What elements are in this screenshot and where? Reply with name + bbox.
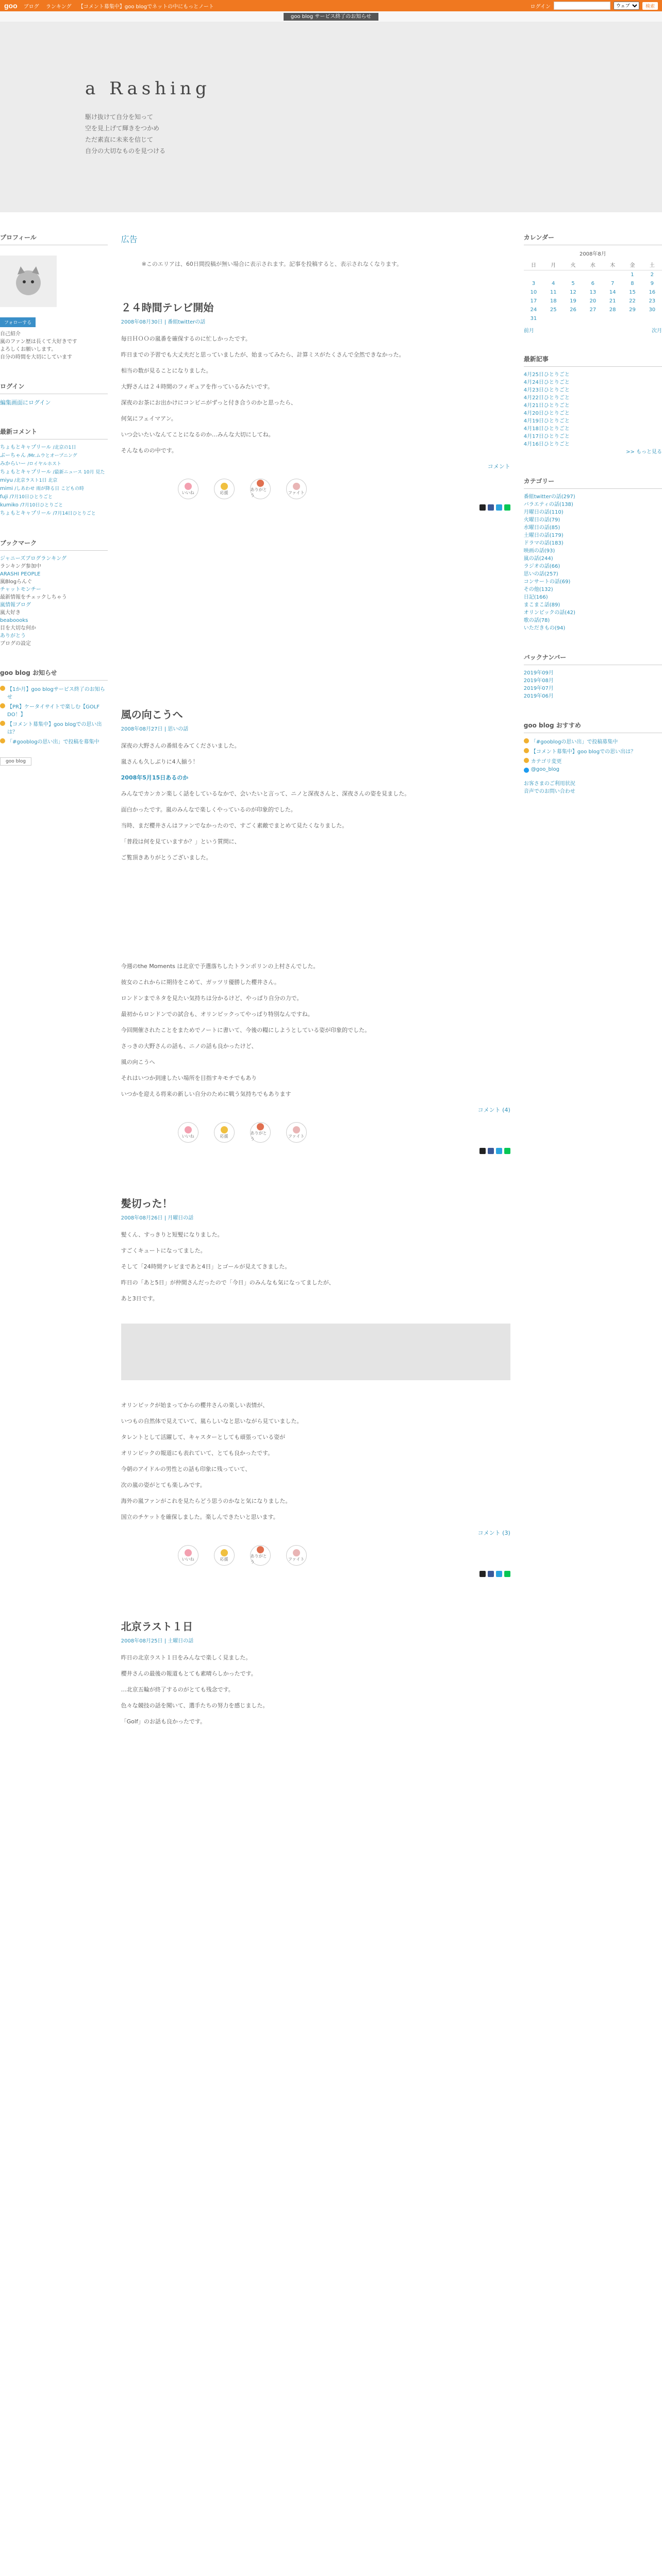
category-link[interactable]: 映画の話(93) [523,548,555,554]
entry-paragraph: タレントとして活躍して、キャスターとしても頑張っている姿が [121,1434,286,1440]
fight-icon [293,1549,300,1556]
nav-blog-link[interactable]: ブログ [23,4,39,10]
entry-body [121,334,510,455]
x-share-icon[interactable] [479,504,486,511]
top-navigation-bar [0,0,662,11]
category-link[interactable]: 月曜日の話(110) [523,510,564,515]
category-link[interactable]: いただきもの(94) [523,625,566,631]
subtitle-line: 駆け抜けて自分を知って [85,113,154,121]
comment-link[interactable]: コメント [487,463,510,470]
backnumber-link[interactable]: 2019年09月 [523,670,554,676]
entry-paragraph: 「普段は何を見ていますか？」という質問に、 [121,838,240,845]
reaction-like-button[interactable]: いいね [178,1545,198,1566]
recent-entry-link[interactable]: 4月22日ひとりごと [523,395,570,401]
bookmark-link[interactable]: ARASHI PEOPLE [0,571,41,577]
comment-item[interactable]: kumiko /7月10日ひとりごと [0,502,63,508]
bookmark-link[interactable]: beaboooks [0,618,28,623]
reaction-buttons [178,1545,510,1566]
category-link[interactable]: 思いの話(257) [523,571,558,577]
category-link[interactable]: 嵐の話(244) [523,556,553,562]
entry-paragraph: 最初からロンドンでの試合も、オリンピックってやっぱり特別なんですね。 [121,1011,313,1018]
right-sidebar [524,233,662,1767]
entry-paragraph: さっきの大野さんの話も、ニノの話も良かったけど、 [121,1043,257,1049]
entry-paragraph: 昨日までの予習でも大丈夫だと思っていましたが、始まってみたら、計算ミスがたくさんで全然できなかった。 [121,351,405,358]
content-divider-band [121,1324,510,1380]
recommend-icon [524,738,529,743]
goo-logo[interactable]: goo [4,2,18,10]
thanks-icon [257,1123,264,1130]
notice-icon [0,738,5,743]
blog-title[interactable]: a Rashing [85,78,211,99]
bookmark-link[interactable]: 嵐情報ブログ [0,602,31,608]
notice-icon [0,721,5,726]
comment-link[interactable]: コメント (4) [477,1107,510,1113]
search-button[interactable]: 検索 [642,2,658,10]
hatena-share-icon[interactable] [496,504,502,511]
recent-entries-heading: 最新記事 [524,354,662,367]
cheer-icon [221,1549,228,1556]
calendar-next-link[interactable]: 次月 [652,328,662,334]
backnumber-link[interactable]: 2019年06月 [523,693,554,699]
subtitle-line: 自分の大切なものを見つける [85,147,166,155]
calendar-table [524,259,662,323]
facebook-share-icon[interactable] [488,1571,494,1577]
reaction-thanks-button[interactable]: ありがとう [250,1545,271,1566]
comment-item[interactable]: miyu /北京ラスト1日 北京 [0,478,58,483]
reaction-fight-button[interactable]: ファイト [286,479,307,499]
recent-entry-link[interactable]: 4月24日ひとりごと [523,380,570,385]
recent-entry-link[interactable]: 4月20日ひとりごと [523,411,570,416]
profile-line: 自己紹介 [0,331,21,337]
fight-icon [293,1126,300,1133]
nav-ranking-link[interactable]: ランキング [45,4,72,10]
entry-paragraph: 「Golf」のお話も良かったです。 [121,1718,206,1725]
calendar-week-row: 1 2 [631,272,654,278]
recent-entry-link[interactable]: 4月18日ひとりごと [523,426,570,432]
calendar-prev-link[interactable]: 前月 [523,328,534,334]
entry-paragraph: すごくキュートになってました。 [121,1247,206,1254]
goo-notice-item[interactable]: 【コメント募集中】goo blogでの思い出は？ [0,720,108,735]
entry-date[interactable]: 2008年08月25日 | 土曜日の話 [121,1638,194,1644]
reaction-cheer-button[interactable]: 応援 [214,479,235,499]
search-input[interactable] [554,2,610,10]
goo-notice-block [0,668,108,766]
entry-paragraph: それはいつか到達したい場所を目指すキモチでもあり [121,1075,257,1081]
recommend-item[interactable]: カテゴリ変更 [524,757,662,765]
top-nav-links [24,2,219,10]
comment-item[interactable]: fuji /7月10日ひとりごと [0,494,53,500]
blog-entry [121,706,510,1154]
login-block [0,382,108,406]
recommend-item[interactable]: @goo_blog [524,767,662,773]
entry-body [121,1230,510,1303]
entry-paragraph: あと3日です。 [121,1295,158,1302]
category-link[interactable]: 水曜日の話(85) [523,525,560,531]
calendar-nav [524,326,662,334]
share-buttons [121,1571,510,1577]
follow-button[interactable]: フォローする [0,317,36,327]
thanks-icon [257,480,264,487]
entry-paragraph: …北京五輪が終了するのがとても残念です。 [121,1686,234,1693]
share-buttons [121,1148,510,1154]
calendar-heading: カレンダー [524,233,662,245]
entry-title[interactable]: 髪切った！ [121,1197,173,1210]
category-link[interactable]: 火曜日の話(79) [523,517,560,523]
entry-paragraph: 何気にフェイマアン。 [121,415,177,422]
calendar-weekday-row: 日 月 火 水 木 金 土 [524,259,662,270]
hatena-share-icon[interactable] [496,1571,502,1577]
recommend-item[interactable]: 「#gooblogの思い出」で投稿募集中 [524,737,662,745]
backnumber-link[interactable]: 2019年08月 [523,678,554,684]
category-link[interactable]: コンサートの話(69) [523,579,571,585]
entry-paragraph: オリンピックの報道にも表れていて、とても良かったです。 [121,1450,274,1456]
category-link[interactable]: 歌の話(78) [523,618,550,623]
calendar-week-row: 10 11 12 13 14 15 16 [530,290,656,295]
ad-notice-text: ※このエリアは、60日間投稿が無い場合に表示されます。記事を投稿すると、表示されなくなります。 [141,261,403,267]
line-share-icon[interactable] [504,504,510,511]
calendar-week-row: 24 25 26 27 28 29 30 [530,307,656,313]
recent-entry-link[interactable]: 4月17日ひとりごと [523,434,570,439]
recent-entry-link[interactable]: 4月19日ひとりごと [523,418,570,424]
category-link[interactable]: 土曜日の話(179) [523,533,564,538]
goo-recommend-heading: goo blog おすすめ [524,721,662,733]
notice-icon [0,703,5,708]
blog-header [0,22,662,212]
recent-entries-list [524,371,662,456]
x-share-icon[interactable] [479,1148,486,1154]
entry-paragraph: 次の嵐の姿がとても楽しみです。 [121,1482,206,1488]
recent-entry-link[interactable]: 4月16日ひとりごと [523,442,570,447]
entry-paragraph: 面白かったです。嵐のみんなで楽しくやっているのが印象的でした。 [121,806,296,813]
reaction-buttons [178,1122,510,1143]
goo-blog-badge[interactable]: goo blog [0,757,31,766]
cat-avatar-icon [10,263,46,299]
bookmark-heading: ブックマーク [0,538,108,551]
subtitle-line: ただ素直に未来を信じて [85,136,154,143]
reaction-cheer-button[interactable]: 応援 [214,1122,235,1143]
comment-link[interactable]: コメント (3) [477,1530,510,1536]
comment-item[interactable]: みからいー /ロイヤルホスト [0,461,61,467]
entry-paragraph: ご覧頂きありがとうございました。 [121,854,212,861]
profile-line: 自分の時間を大切にしています [0,354,72,360]
goo-notice-item[interactable]: 【PR】ケータイサイトで楽しむ【GOLF DO！】 [0,702,108,718]
entry-paragraph: いつかを迎える将来の新しい自分のために戦う気持ちでもあります [121,1091,291,1097]
login-link[interactable]: ログイン [530,4,551,10]
category-link[interactable]: 番組twitterの話(297) [523,494,575,500]
entry-paragraph: 大野さんは２４時間のフィギュアを作っているみたいです。 [121,383,273,390]
recommend-item[interactable]: 【コメント募集中】goo blogでの思い出は？ [524,747,662,755]
entry-body [121,1653,510,1726]
recommend-icon [524,748,529,753]
hatena-share-icon[interactable] [496,1148,502,1154]
category-link[interactable]: ドラマの話(183) [523,540,564,546]
facebook-share-icon[interactable] [488,504,494,511]
category-link[interactable]: その他(132) [523,587,553,592]
recommend-icon [524,758,529,763]
entry-paragraph: 深夜のお茶にお出かけにコンビニがずっと付き合うのかと思ったら、 [121,399,296,406]
entry-paragraph: 今朝のアイドルの男性との話も印象に残っていて、 [121,1466,251,1472]
category-link[interactable]: まこまこ話(89) [523,602,560,608]
entry-paragraph: 髪くん、すっきりと短髪になりました。 [121,1231,223,1238]
entry-title[interactable]: ２４時間テレビ開始 [121,301,214,314]
x-icon [524,768,529,773]
like-icon [185,483,192,490]
entry-paragraph: そんなものの中です。 [121,447,177,454]
entry-paragraph: 櫻井さんの最後の報道もとても素晴らしかったです。 [121,1670,257,1677]
blog-entry [121,1195,510,1577]
entry-highlight: 2008年5月15日あるのか [121,774,189,781]
bookmark-note: 最新情報をチェックしちゃう [0,595,67,600]
reaction-fight-button[interactable]: ファイト [286,1122,307,1143]
service-notice-bar [0,11,662,22]
left-sidebar [0,233,108,1767]
goo-notice-item[interactable]: 「#gooblogの思い出」で投稿を募集中 [0,737,108,745]
entry-title[interactable]: 北京ラスト１日 [121,1620,193,1633]
category-link[interactable]: バラエティの話(138) [523,502,573,507]
calendar-month: 2008年8月 [579,251,606,257]
top-right-tools [530,2,658,10]
recent-comments-block [0,427,108,518]
avatar [0,256,57,307]
profile-heading: プロフィール [0,233,108,245]
fight-icon [293,483,300,490]
search-scope-select[interactable] [614,2,639,10]
goo-notice-heading: goo blog お知らせ [0,668,108,681]
more-entries-link[interactable]: >> もっと見る [626,449,662,455]
calendar-week-row: 17 18 19 20 21 22 23 [530,298,656,304]
blog-subtitle [85,111,662,157]
recent-entry-link[interactable]: 4月25日ひとりごと [523,372,570,378]
entry-paragraph: 海外の嵐ファンがこれを見たらどう思うのかなと気になりました。 [121,1498,291,1504]
cheer-icon [221,1126,228,1133]
bookmark-link[interactable]: ありがとう [0,633,26,639]
category-link[interactable]: オリンピックの話(42) [523,610,575,616]
blog-entry [121,1618,510,1726]
entry-paragraph: 深夜の大野さんの番組をみてくださいました。 [121,742,240,749]
login-heading: ログイン [0,382,108,394]
footer-link[interactable]: お客さまのご利用状況 [523,781,575,787]
reaction-like-button[interactable]: いいね [178,479,198,499]
three-column-layout [0,212,662,1767]
profile-line: よろしくお願いします。 [0,347,57,352]
ad-heading: 広告 [121,234,138,244]
share-buttons [121,504,510,511]
thanks-icon [257,1546,264,1553]
edit-login-link[interactable]: 編集画面にログイン [0,399,51,406]
category-heading: カテゴリー [524,477,662,489]
comment-item[interactable]: ちょもとキャプリール /最新ニュース 10月 見た [0,469,105,475]
entry-paragraph: ロンドンまでネタを見たい気持ちは分かるけど、やっぱり自分の力で。 [121,995,303,1002]
entry-body-continued [121,1401,510,1521]
category-link[interactable]: ラジオの話(66) [523,564,560,569]
recent-entries-block [524,354,662,456]
category-block [524,477,662,632]
entry-paragraph: 彼女のこれからに期待をこめて、ガッツリ優勝した櫻井さん。 [121,979,280,986]
entry-title[interactable]: 風の向こうへ [121,708,183,721]
bookmark-note: ランキング参加中 [0,564,41,569]
bookmark-block [0,538,108,648]
recent-comments-heading: 最新コメント [0,427,108,439]
comment-item[interactable]: ちょもとキャプリール /7月14日ひとりごと [0,511,96,516]
entry-paragraph: 当時、まだ櫻井さんはファンでなかったので、すごく素敵でまとめて見たくなりました。 [121,822,348,829]
bookmark-list [0,555,108,648]
calendar-week-row: 3 4 5 6 7 8 9 [532,281,654,286]
entry-date[interactable]: 2008年08月27日 | 思いの話 [121,726,189,732]
entry-paragraph: 昨日の北京ラスト１日をみんなで楽しく見ました。 [121,1654,252,1661]
facebook-share-icon[interactable] [488,1148,494,1154]
footer-link[interactable]: 音声でのお問い合わせ [523,789,575,794]
calendar-block [524,233,662,334]
calendar-week-row: 31 [530,316,537,321]
bookmark-link[interactable]: チャットモンチー [0,587,41,592]
entry-paragraph: 毎日ＨＯＯの嵐番を確保するのに忙しかったです。 [121,335,251,342]
nav-comment-link[interactable]: 【コメント募集中】goo blogでネットの中にもっとノート [78,4,214,10]
entry-body [121,741,510,1098]
bookmark-note: ブログの設定 [0,641,31,647]
recent-entry-link[interactable]: 4月23日ひとりごと [523,387,570,393]
subtitle-line: 空を見上げて輝きをつかめ [85,125,160,132]
blog-entry [121,299,510,511]
entry-paragraph: 風の向こうへ [121,1059,155,1065]
category-list [524,493,662,632]
x-share-icon[interactable] [479,1571,486,1577]
bookmark-link[interactable]: ジャニーズブログランキング [0,556,67,562]
cheer-icon [221,483,228,490]
reaction-thanks-button[interactable]: ありがとう [250,1122,271,1143]
profile-block [0,233,108,361]
like-icon [185,1126,192,1133]
backnumber-list [524,669,662,700]
line-share-icon[interactable] [504,1571,510,1577]
reaction-fight-button[interactable]: ファイト [286,1545,307,1566]
notice-icon [0,686,5,691]
line-share-icon[interactable] [504,1148,510,1154]
recent-entry-link[interactable]: 4月21日ひとりごと [523,403,570,409]
main-content [121,233,510,1767]
profile-line: 嵐のファン歴は長くて大好きです [0,339,77,345]
reaction-like-button[interactable]: いいね [178,1122,198,1143]
recent-comments-list [0,444,108,518]
entry-paragraph: いつもの自然体で見えていて、嵐らしいなと思いながら見ていました。 [121,1418,303,1425]
reaction-thanks-button[interactable]: ありがとう [250,479,271,499]
entry-date[interactable]: 2008年08月30日 | 番組twitterの話 [121,319,206,325]
bookmark-note: 嵐Blogらんぐ [0,579,32,585]
service-end-notice-link[interactable]: goo blog サービス終了のお知らせ [284,13,378,21]
comment-item[interactable]: ぶーちゃん /Mr.ムウとオープニング [0,453,77,459]
entry-paragraph: 今回開催されたことをまためでノートに書いて、今後の糧にしようとしている姿が印象的でした。 [121,1027,371,1033]
reaction-buttons [178,479,510,499]
like-icon [185,1549,192,1556]
entry-paragraph: 相当の数が見ることになりました。 [121,367,212,374]
goo-notice-item[interactable]: 【1か月】goo blogサービス終了のお知らせ [0,685,108,700]
entry-paragraph: 昨日の「あと5日」が仲間さんだったので「今日」のみんなも気になってましたが、 [121,1279,335,1286]
bookmark-note: 嵐大好き [0,610,21,616]
category-link[interactable]: 日記(166) [523,595,548,600]
entry-paragraph: みんなでカンカン楽しく話をしているなかで、会いたいと言って、ニノと深夜さんと、深夜さんの姿を見ました。 [121,790,410,797]
entry-paragraph: 今週のthe Moments は北京で予選落ちしたトランポリンの上村さんでした。 [121,963,319,970]
reaction-cheer-button[interactable]: 応援 [214,1545,235,1566]
backnumber-block [524,653,662,700]
footer-links [524,780,662,795]
entry-paragraph: 国立のチケットを確保しました。楽しんできたいと思います。 [121,1514,279,1520]
comment-item[interactable]: mimi /しあわせ 雨が降る日 こどもの時 [0,486,84,492]
entry-paragraph: 嵐さんも久しぶりに4人揃う！ [121,758,198,765]
entry-paragraph: いつ会いたいなんてことになるのか…みんな大切にしてね。 [121,431,274,438]
backnumber-link[interactable]: 2019年07月 [523,686,554,691]
goo-recommend-block [524,721,662,795]
comment-item[interactable]: ちょもとキャプリール /北京の1日 [0,445,76,450]
entry-paragraph: オリンピックが始まってからの櫻井さんの楽しい表情が、 [121,1402,269,1409]
entry-date[interactable]: 2008年08月26日 | 月曜日の話 [121,1215,194,1221]
entry-paragraph: そして「24時間テレビまであと4日」とゴールが見えてきました。 [121,1263,291,1270]
backnumber-heading: バックナンバー [524,653,662,665]
profile-text [0,330,108,361]
bookmark-note: 目を大切な何か [0,625,36,631]
entry-paragraph: 色々な競技の話を聞いて、選手たちの努力を感じました。 [121,1702,269,1709]
